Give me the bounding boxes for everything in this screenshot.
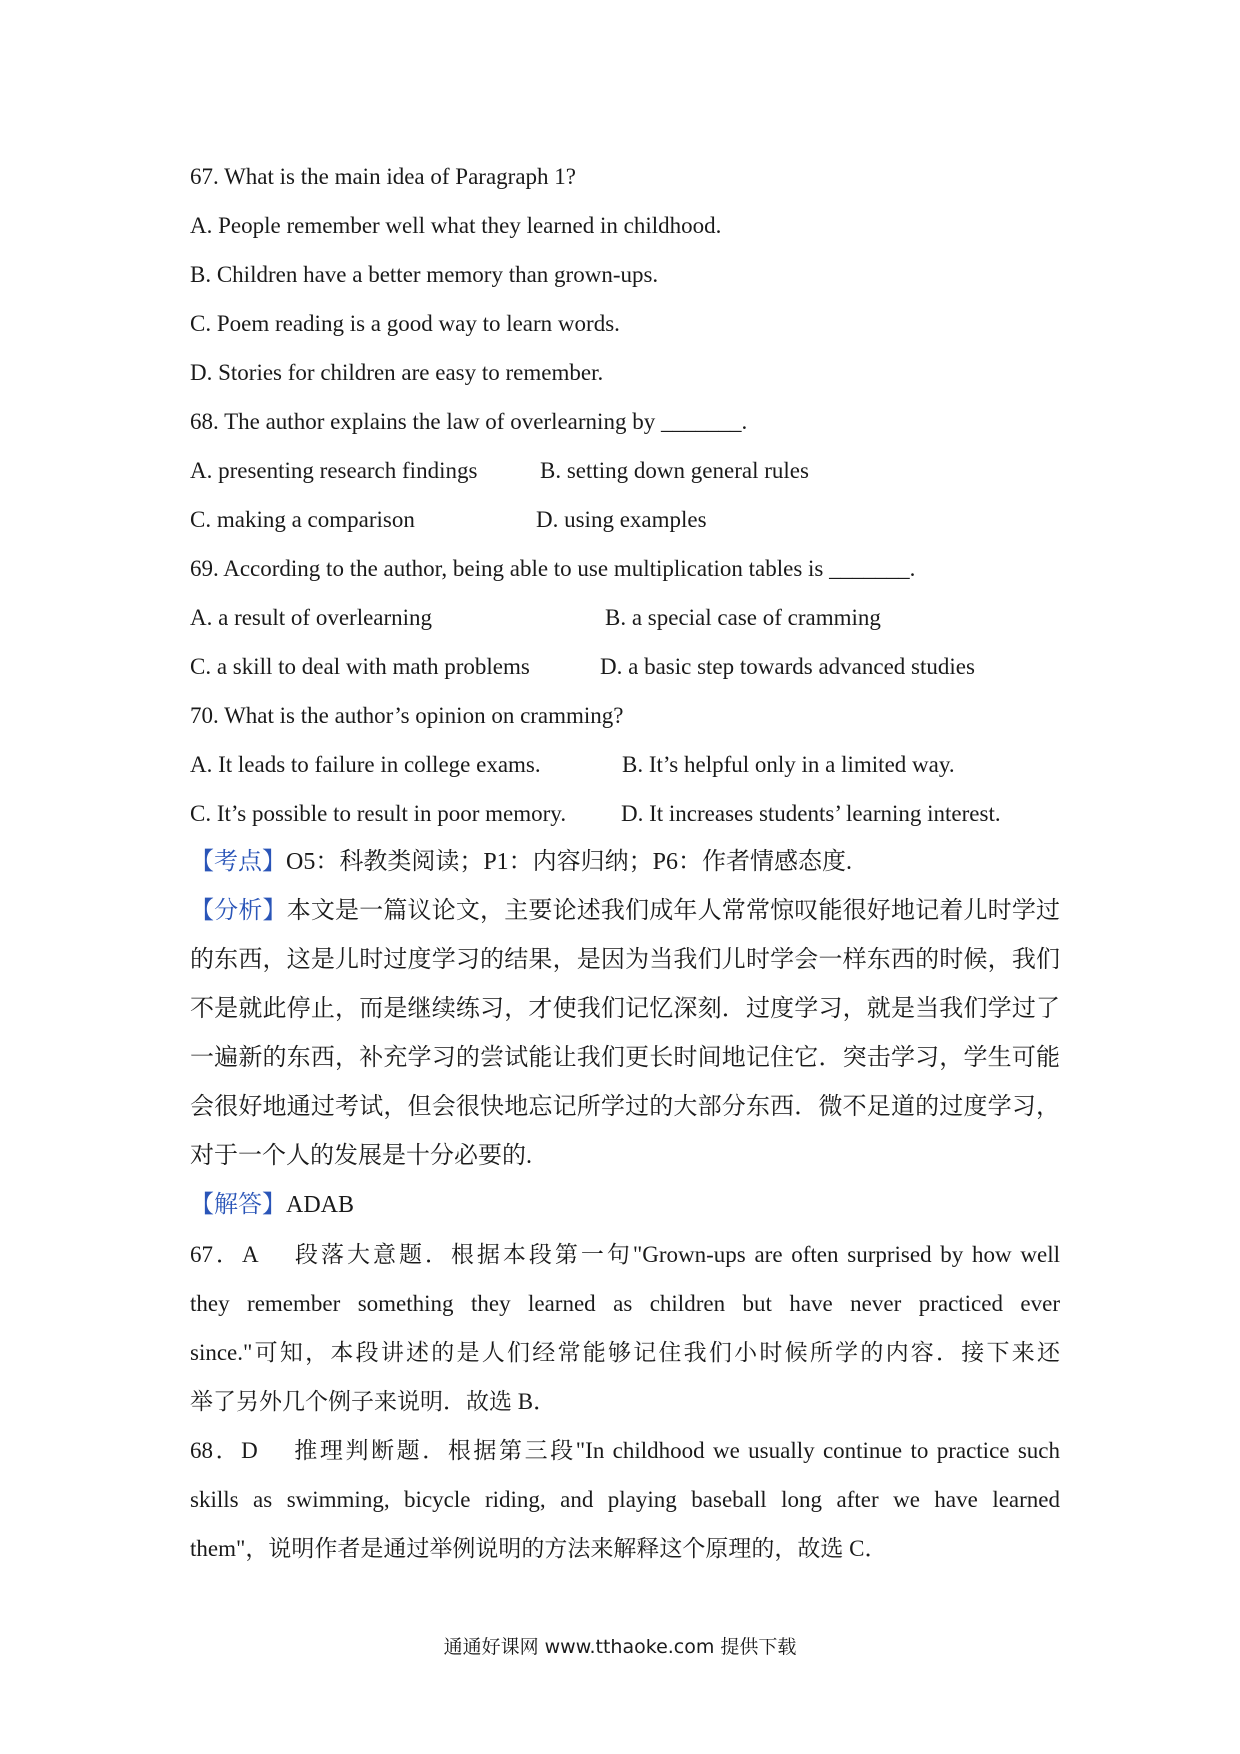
answer-67-line: 67．A 段落大意题．根据本段第一句"Grown-ups are often surprised by how well — [190, 1242, 1060, 1267]
question-69-option-d: D. a basic step towards advanced studies — [600, 654, 975, 679]
question-69-option-c: C. a skill to deal with math problems — [190, 654, 530, 679]
question-67-option-c: C. Poem reading is a good way to learn words. — [190, 311, 620, 336]
question-70-options-row-2 — [190, 789, 1060, 838]
question-67-option-b: B. Children have a better memory than grown-ups. — [190, 262, 659, 287]
answer-68-line: 68．D 推理判断题．根据第三段"In childhood we usually continue to practice such — [190, 1438, 1060, 1463]
question-68-options-row-2 — [190, 495, 1060, 544]
question-69-stem: 69. According to the author, being able to use multiplication tables is _______. — [190, 556, 916, 581]
question-70-options-row-1 — [190, 740, 1060, 789]
question-68-option-b: B. setting down general rules — [540, 458, 809, 483]
answer-67-line: since."可知，本段讲述的是人们经常能够记住我们小时候所学的内容．接下来还 — [190, 1340, 1060, 1365]
kaodian-text: O5：科教类阅读；P1：内容归纳；P6：作者情感态度. — [286, 849, 853, 875]
jieda-section — [190, 1181, 1060, 1230]
question-68-option-d: D. using examples — [536, 507, 707, 532]
question-69-option-a: A. a result of overlearning — [190, 605, 433, 630]
answer-67-line: they remember something they learned as children but have never practiced ever — [190, 1291, 1060, 1316]
question-68-options-row-1 — [190, 446, 1060, 495]
answer-68-line: them"，说明作者是通过举例说明的方法来解释这个原理的，故选 C． — [190, 1536, 888, 1561]
page-footer: 通通好课网 www.tthaoke.com 提供下载 — [443, 1636, 797, 1658]
document-page — [190, 152, 1060, 1573]
question-69-option-b: B. a special case of cramming — [605, 605, 881, 630]
question-70-option-b: B. It’s helpful only in a limited way. — [622, 752, 955, 777]
fenxi-text: 本文是一篇议论文，主要论述我们成年人常常惊叹能很好地记着儿时学过的东西，这是儿时过度学习的结果，是因为当我们儿时学会一样东西的时候，我们不是就此停止，而是继续练习，才使我们记忆深刻．过度学习，就是当我们学过了一遍新的东西，补充学习的尝试能让我们更长时间地记住它．突击学习，学生可能会很好地通过考试，但会很快地忘记所学过的大部分东西．微不足道的过度学习，对于一个人的发展是十分必要的. — [190, 898, 1060, 1169]
question-67-option-a: A. People remember well what they learned in childhood. — [190, 213, 722, 238]
question-68-option-c: C. making a comparison — [190, 507, 415, 532]
jieda-tag: 【解答】 — [190, 1192, 286, 1218]
fenxi-tag: 【分析】 — [190, 898, 287, 924]
question-70-stem: 70. What is the author’s opinion on cramming? — [190, 703, 624, 728]
question-67-stem: 67. What is the main idea of Paragraph 1? — [190, 164, 576, 189]
answer-67-line: 举了另外几个例子来说明．故选 B． — [190, 1389, 557, 1414]
jieda-text: ADAB — [286, 1192, 355, 1218]
question-70-option-c: C. It’s possible to result in poor memory. — [190, 801, 567, 826]
fenxi-section — [190, 887, 1060, 1181]
kaodian-section — [190, 838, 1060, 887]
answer-68-explanation — [190, 1426, 1060, 1573]
question-68-stem: 68. The author explains the law of overlearning by _______. — [190, 409, 748, 434]
question-68-option-a: A. presenting research findings — [190, 458, 478, 483]
answer-67-explanation — [190, 1230, 1060, 1426]
question-67-option-d: D. Stories for children are easy to remember. — [190, 360, 604, 385]
question-70-option-d: D. It increases students’ learning interest. — [621, 801, 1001, 826]
question-69-options-row-2 — [190, 642, 1060, 691]
question-69-options-row-1 — [190, 593, 1060, 642]
kaodian-tag: 【考点】 — [190, 849, 286, 875]
question-70-option-a: A. It leads to failure in college exams. — [190, 752, 541, 777]
answer-68-line: skills as swimming, bicycle riding, and playing baseball long after we have learned — [190, 1487, 1060, 1512]
